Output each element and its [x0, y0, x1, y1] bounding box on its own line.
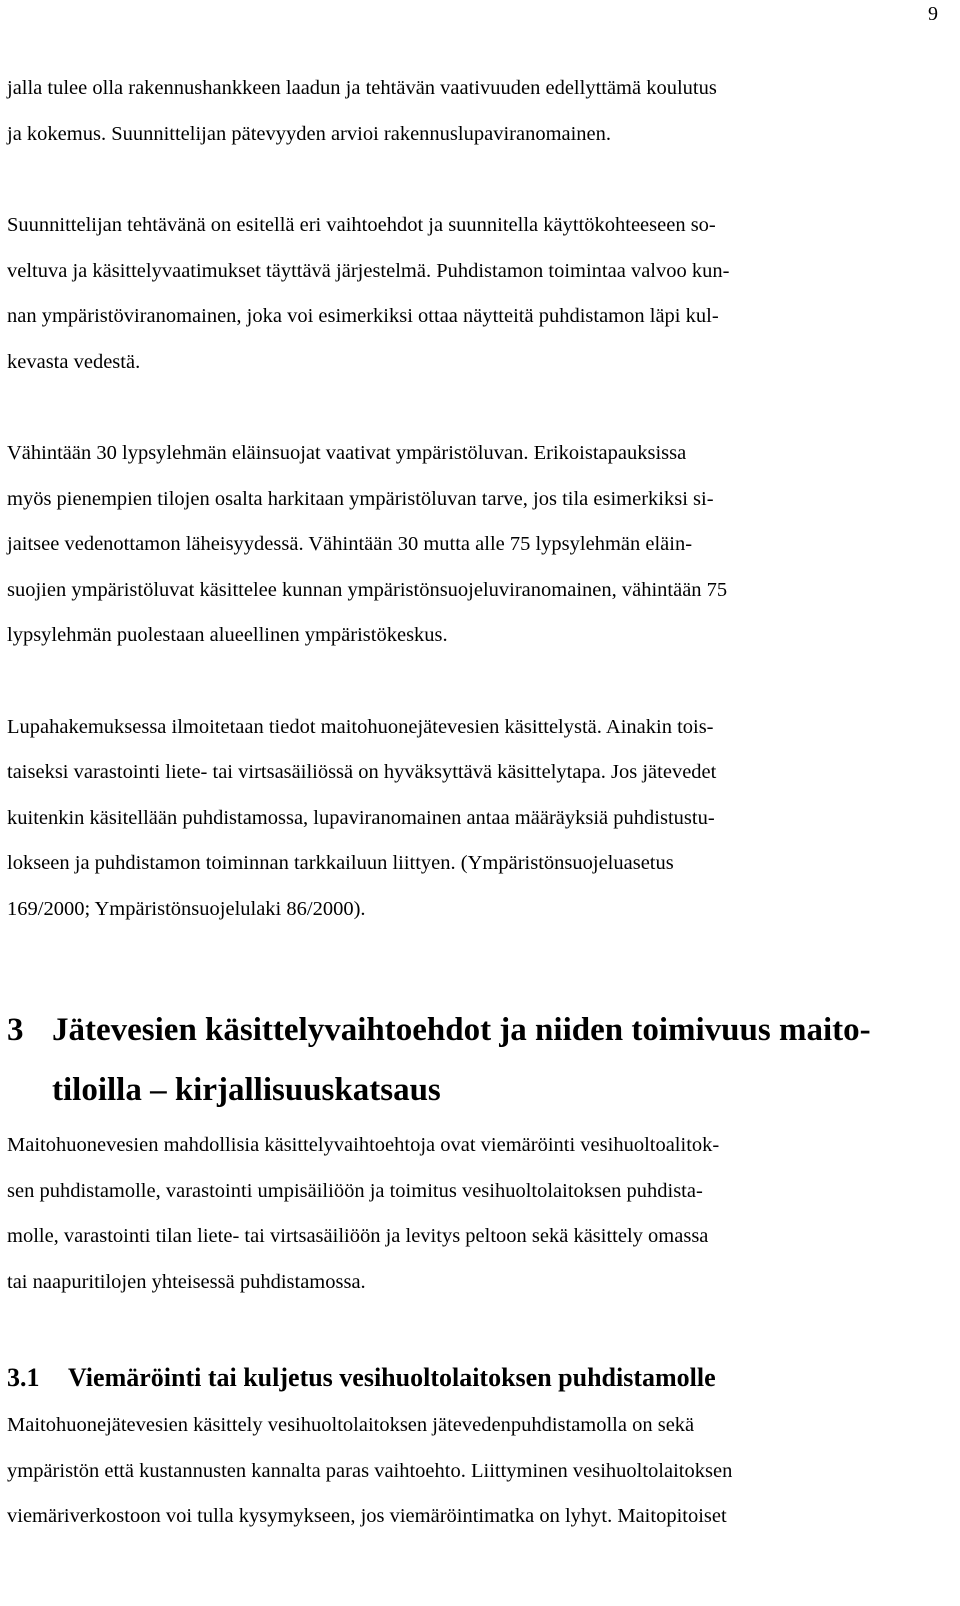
text-line: ja kokemus. Suunnittelijan pätevyyden arvioi rakennuslupaviranomainen.	[7, 122, 612, 145]
text-line: Lupahakemuksessa ilmoitetaan tiedot maitohuonejätevesien käsittelystä. Ainakin tois-	[7, 715, 714, 738]
text-line: lypsylehmän puolestaan alueellinen ympäristökeskus.	[7, 624, 448, 646]
text-line: suojien ympäristöluvat käsittelee kunnan ympäristönsuojeluviranomainen, vähintään 75	[7, 578, 728, 601]
text-line: tai naapuritilojen yhteisessä puhdistamossa.	[7, 1270, 366, 1293]
subsection-title-line	[7, 1355, 933, 1401]
paragraph	[7, 66, 933, 157]
paragraph	[7, 431, 933, 659]
text-line: 169/2000; Ympäristönsuojelulaki 86/2000).	[7, 897, 366, 920]
text-line: myös pienempien tilojen osalta harkitaan ympäristöluvan tarve, jos tila esimerkiksi si-	[7, 487, 714, 510]
paragraph	[7, 1123, 933, 1305]
text-line: veltuva ja käsittelyvaatimukset täyttävä järjestelmä. Puhdistamon toimintaa valvoo kun-	[7, 259, 730, 282]
text-line: lokseen ja puhdistamon toiminnan tarkkailuun liittyen. (Ympäristönsuojeluasetus	[7, 852, 674, 874]
section-heading	[7, 1000, 933, 1120]
section-title-line: tiloilla – kirjallisuuskatsaus	[52, 1072, 441, 1108]
text-line: jaitsee vedenottamon läheisyydessä. Vähintään 30 mutta alle 75 lypsylehmän eläin-	[7, 533, 693, 555]
subsection-title-text: Viemäröinti tai kuljetus vesihuoltolaitoksen puhdistamolle	[68, 1363, 716, 1392]
page-number: 9	[928, 3, 938, 25]
paragraph	[7, 705, 933, 933]
text-line: Vähintään 30 lypsylehmän eläinsuojat vaativat ympäristöluvan. Erikoistapauksissa	[7, 442, 687, 464]
subsection-number: 3.1	[7, 1363, 40, 1392]
text-line: taiseksi varastointi liete- tai virtsasäiliössä on hyväksyttävä käsittelytapa. Jos jätevedet	[7, 761, 717, 783]
section-title-line	[7, 1000, 933, 1060]
text-line: molle, varastointi tilan liete- tai virtsasäiliöön ja levitys peltoon sekä käsittely omassa	[7, 1225, 709, 1247]
paragraph	[7, 1403, 933, 1540]
text-line: sen puhdistamolle, varastointi umpisäiliöön ja toimitus vesihuoltolaitoksen puhdista-	[7, 1179, 703, 1202]
text-line: ympäristön että kustannusten kannalta paras vaihtoehto. Liittyminen vesihuoltolaitoksen	[7, 1459, 733, 1482]
text-line: Maitohuonejätevesien käsittely vesihuoltolaitoksen jätevedenpuhdistamolla on sekä	[7, 1414, 695, 1436]
section-number: 3	[7, 1012, 24, 1048]
text-line: nan ympäristöviranomainen, joka voi esimerkiksi ottaa näytteitä puhdistamon läpi kul-	[7, 305, 719, 327]
subsection-heading	[7, 1355, 933, 1401]
document-body	[7, 66, 933, 1540]
section-title-text: Jätevesien käsittelyvaihtoehdot ja niiden toimivuus maito-	[52, 1012, 871, 1048]
text-line: Maitohuonevesien mahdollisia käsittelyvaihtoehtoja ovat viemäröinti vesihuoltoalitok-	[7, 1134, 720, 1156]
paragraph	[7, 203, 933, 385]
text-line: kevasta vedestä.	[7, 350, 141, 373]
text-line: Suunnittelijan tehtävänä on esitellä eri vaihtoehdot ja suunnitella käyttökohteeseen so-	[7, 214, 716, 236]
text-line: viemäriverkostoon voi tulla kysymykseen, jos viemäröintimatka on lyhyt. Maitopitoiset	[7, 1505, 727, 1527]
text-line: kuitenkin käsitellään puhdistamossa, lupaviranomainen antaa määräyksiä puhdistustu-	[7, 806, 715, 829]
text-line: jalla tulee olla rakennushankkeen laadun ja tehtävän vaativuuden edellyttämä koulutus	[7, 77, 717, 99]
